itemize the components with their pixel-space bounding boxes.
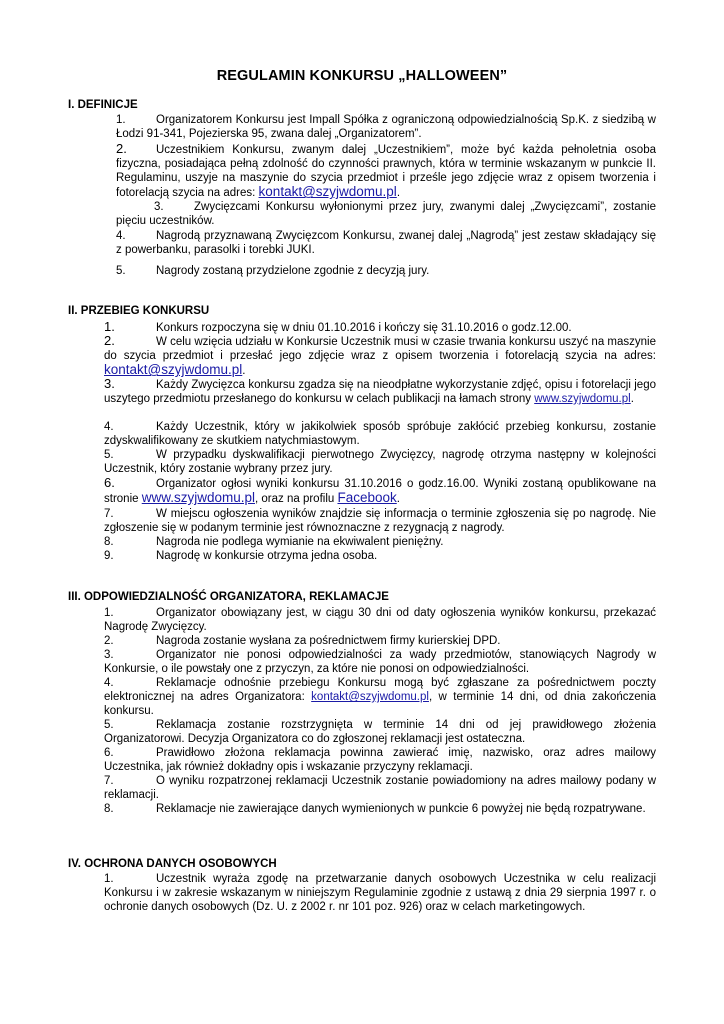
item-text-end: . <box>396 493 400 506</box>
list-item <box>104 476 656 506</box>
item-text: Nagrodą przyznawaną Zwycięzcom Konkursu, zwanej dalej „Nagrodą” jest zestaw składający się z powerbanku, parasolki i torebki JUKI. <box>116 230 656 257</box>
item-number: 1. <box>104 607 114 619</box>
item-text: Każdy Uczestnik, który w jakikolwiek sposób spróbuje zakłócić przebieg konkursu, zostanie zdyskwalifikowany ze skutkiem natychmiastowym. <box>104 421 656 448</box>
list-item <box>116 229 656 257</box>
item-number: 3. <box>104 649 114 661</box>
item-text-end: , w terminie 14 dni, od dnia zakończenia konkursu. <box>104 691 656 718</box>
website-link[interactable]: www.szyjwdomu.pl <box>534 393 631 406</box>
list-item <box>104 872 656 914</box>
item-text: W przypadku dyskwalifikacji pierwotnego Zwycięzcy, nagrodę otrzyma następny w kolejności Uczestnik, który zostanie wybrany przez jury. <box>104 449 656 476</box>
list-item <box>104 507 656 535</box>
item-text-end: . <box>396 187 401 200</box>
item-text: Prawidłowo złożona reklamacja powinna zawierać imię, nazwisko, oraz adres mailowy Uczestnika, jak również dokładny opis i wskazanie przyczyny reklamacji. <box>104 747 656 774</box>
item-text-end: . <box>630 393 634 406</box>
item-text: Zwycięzcami Konkursu wyłonionymi przez jury, zwanymi dalej „Zwycięzcami”, zostanie pięciu uczestników. <box>116 201 656 228</box>
list-item <box>104 746 656 774</box>
email-link[interactable]: kontakt@szyjwdomu.pl <box>258 184 397 200</box>
section-heading-definicje: I. DEFINICJE <box>68 99 138 111</box>
item-number: 1. <box>116 114 126 126</box>
list-item <box>104 676 656 718</box>
item-number: 6. <box>104 747 114 759</box>
section-heading-odpowiedzialnosc: III. ODPOWIEDZIALNOŚĆ ORGANIZATORA, REKLAMACJE <box>68 591 389 603</box>
item-text: Reklamacje nie zawierające danych wymienionych w punkcie 6 powyżej nie będą rozpatrywane. <box>156 803 646 815</box>
item-number: 2. <box>104 635 114 647</box>
item-text: Reklamacja zostanie rozstrzygnięta w terminie 14 dni od jej prawidłowego złożenia Organizatorowi. Decyzja Organizatora co do zgłoszonej reklamacji jest ostateczna. <box>104 719 656 746</box>
list-item <box>104 549 656 563</box>
item-number: 6. <box>104 475 115 490</box>
list-item <box>116 142 656 200</box>
item-text: Nagroda zostanie wysłana za pośrednictwem firmy kurierskiej DPD. <box>156 635 501 647</box>
item-number: 2. <box>104 333 115 348</box>
item-number: 7. <box>104 775 114 787</box>
list-item <box>104 448 656 476</box>
item-number: 1. <box>104 873 114 885</box>
list-item <box>104 377 656 406</box>
item-number: 8. <box>104 536 114 548</box>
list-item <box>104 606 656 634</box>
item-text: Nagrodę w konkursie otrzyma jedna osoba. <box>156 550 378 562</box>
list-item <box>104 802 656 816</box>
item-text: Nagroda nie podlega wymianie na ekwiwalent pieniężny. <box>156 536 444 548</box>
item-text: O wyniku rozpatrzonej reklamacji Uczestnik zostanie powiadomiony na adres mailowy podany w reklamacji. <box>104 775 656 802</box>
facebook-link[interactable]: Facebook <box>337 490 397 506</box>
item-number: 5. <box>104 719 114 731</box>
list-item <box>104 718 656 746</box>
list-item <box>116 264 656 278</box>
item-text: Organizator obowiązany jest, w ciągu 30 dni od daty ogłoszenia wyników konkursu, przekazać Nagrodę Zwycięzcy. <box>104 607 656 634</box>
item-number: 1. <box>104 319 115 334</box>
item-number: 2. <box>116 141 127 156</box>
item-number: 3. <box>104 376 115 391</box>
item-text: Organizatorem Konkursu jest Impall Spółka z ograniczoną odpowiedzialnością Sp.K. z siedzibą w Łodzi 91-341, Pojezierska 95, zwana dalej „Organizatorem”. <box>116 114 656 141</box>
item-number: 9. <box>104 550 114 562</box>
item-text: Organizator nie ponosi odpowiedzialności za wady przedmiotów, stanowiących Nagrody w Konkursie, o ile powstały one z przyczyn, za które nie ponosi on odpowiedzialności. <box>104 649 656 676</box>
section-heading-ochrona-danych: IV. OCHRONA DANYCH OSOBOWYCH <box>68 858 277 870</box>
item-text: Konkurs rozpoczyna się w dniu 01.10.2016 i kończy się 31.10.2016 o godz.12.00. <box>156 322 572 334</box>
item-text: Organizator ogłosi wyniki konkursu 31.10.2016 o godz.16.00. Wyniki zostaną opublikowane na stronie <box>104 478 656 506</box>
list-item <box>116 113 656 141</box>
item-text: Uczestnik wyraża zgodę na przetwarzanie danych osobowych Uczestnika w celu realizacji Konkursu i w zakresie wskazanym w niniejszym Regulaminie zgodnie z ustawą z dnia 29 sierpnia 1997 r. o ochronie danych osobowych (Dz. U. z 2002 r. nr 101 poz. 926) oraz w celach marketingowych. <box>104 873 656 914</box>
section-heading-przebieg: II. PRZEBIEG KONKURSU <box>68 305 210 317</box>
item-number: 8. <box>104 803 114 815</box>
item-number: 7. <box>104 508 114 520</box>
item-text: W miejscu ogłoszenia wyników znajdzie się informacja o terminie zgłoszenia się po nagrodę. Nie zgłoszenie się w podanym terminie jest równoznaczne z rezygnacją z nagrody. <box>104 508 656 535</box>
item-number: 4. <box>116 230 126 242</box>
list-item <box>104 320 656 335</box>
item-text: Uczestnikiem Konkursu, zwanym dalej „Uczestnikiem”, może być każda pełnoletnia osoba fizyczna, posiadająca pełną zdolność do czynności prawnych, która w terminie wskazanym w punkcie II. Regulaminu, uszyje na maszynie do szycia przedmiot i prześle jego zdjęcie wraz z opisem tworzenia i fotorelacją szycia na adres: <box>116 144 656 200</box>
item-text: Każdy Zwycięzca konkursu zgadza się na nieodpłatne wykorzystanie zdjęć, opisu i fotorelacji jego uszytego przedmiotu przesłanego do konkursu w celach publikacji na łamach strony <box>104 379 656 406</box>
email-link[interactable]: kontakt@szyjwdomu.pl <box>311 691 429 704</box>
item-text: W celu wzięcia udziału w Konkursie Uczestnik musi w czasie trwania konkursu uszyć na maszynie do szycia przedmiot i przesłać jego zdjęcie wraz z opisem tworzenia i fotorelacją szycia na adres: <box>104 336 656 363</box>
website-link[interactable]: www.szyjwdomu.pl <box>141 490 255 506</box>
list-item <box>104 774 656 802</box>
list-item <box>104 420 656 448</box>
item-text: Nagrody zostaną przydzielone zgodnie z decyzją jury. <box>156 265 430 277</box>
item-text-end: . <box>242 365 246 378</box>
item-number: 4. <box>104 677 114 689</box>
item-text-mid: , oraz na profilu <box>255 493 338 506</box>
item-number: 5. <box>104 449 114 461</box>
list-item <box>104 634 656 648</box>
document-title: REGULAMIN KONKURSU „HALLOWEEN” <box>216 68 508 84</box>
email-link[interactable]: kontakt@szyjwdomu.pl <box>104 362 243 378</box>
item-number: 4. <box>104 421 114 433</box>
list-item <box>104 535 656 549</box>
item-text: Reklamacje odnośnie przebiegu Konkursu mogą być zgłaszane za pośrednictwem poczty elektronicznej na adres Organizatora: <box>104 677 656 704</box>
list-item <box>104 648 656 676</box>
list-item <box>104 334 656 378</box>
item-number: 5. <box>116 265 126 277</box>
item-number: 3. <box>154 201 164 213</box>
list-item <box>116 200 656 228</box>
